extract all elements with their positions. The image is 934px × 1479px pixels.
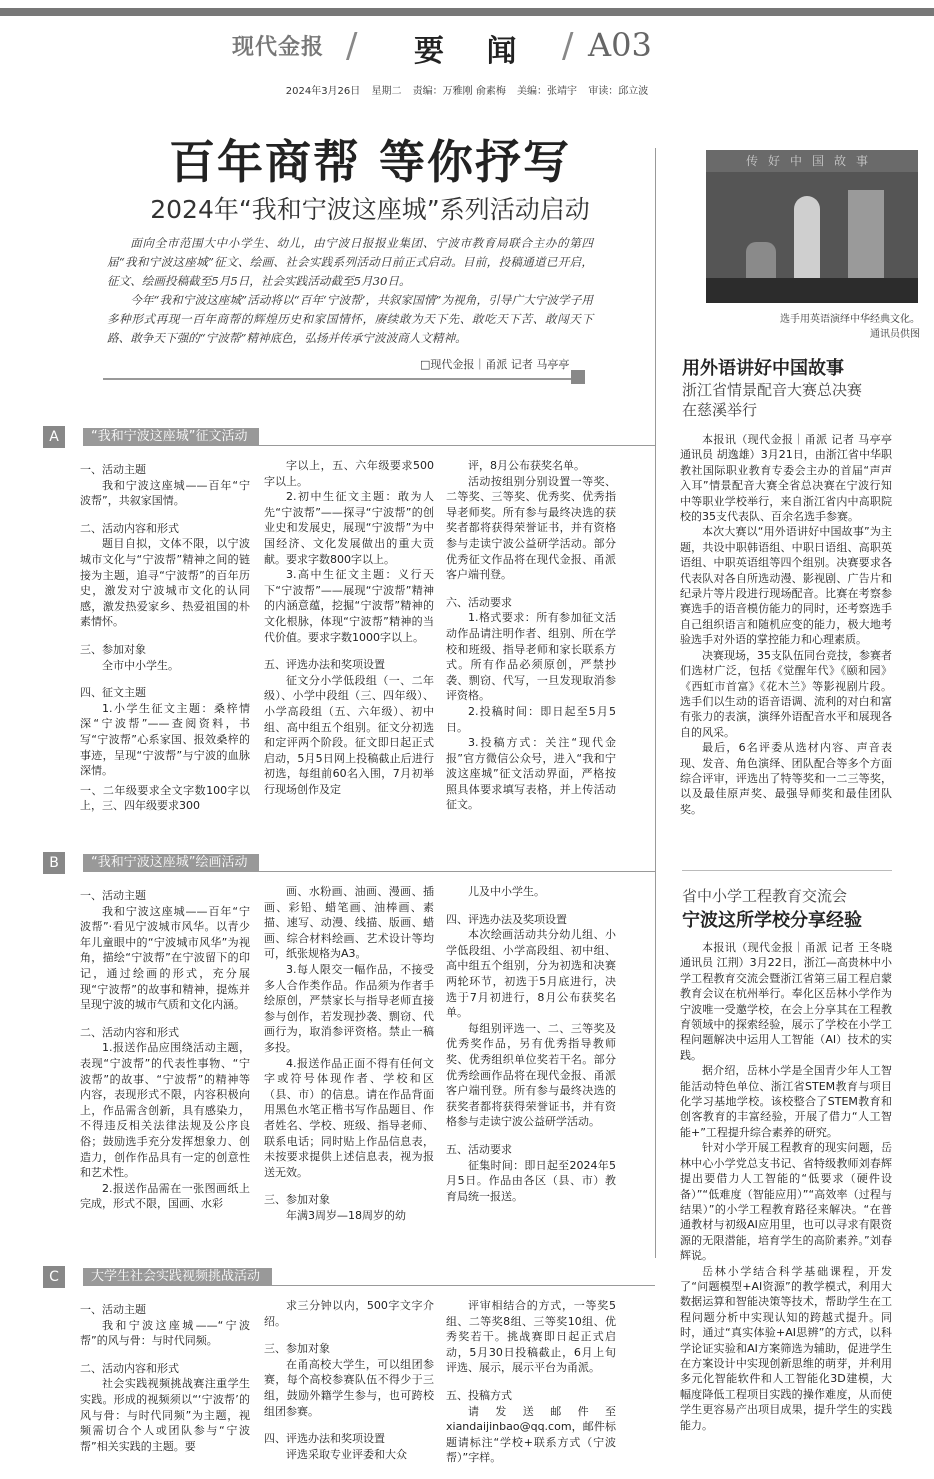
body-paragraph: 岳林小学结合科学基础课程，开发了“问题模型+AI资源”的教学模式，利用大数据运算和智能决策等技术，帮助学生在工程问题分析中实现认知的跨越式提升。同时，通过“真实体验+AI思辨”的方式，以科学论证实验和AI方案筛选为辅助，促进学生在方案设计中实现创新思维的萌芽，并利用多元化智能软件和人工智能化3D建模，大幅度降低工程项目实践的操作难度，从而使学生更容易产出项目成果，提升学生的实践能力。 [680,1264,892,1432]
subheading: 六、活动要求 [446,595,512,609]
photo-floor [706,278,918,303]
section-c-header [43,1266,643,1284]
section-a-col3 [446,458,616,813]
section-b-col3 [446,884,616,1204]
subheading: 五、投稿方式 [446,1388,512,1402]
section-c-col2 [264,1298,434,1462]
body-paragraph: 本次绘画活动共分幼儿组、小学低段组、小学高段组、初中组、高中组五个组别，分为初选和决赛两轮环节，初选于5月底进行，决选于7月初进行，8月公布获奖名单。 [446,928,616,1020]
slash-divider: / [562,26,574,66]
section-title: “我和宁波这座城”征文活动 [83,428,259,446]
issue-date: 2024年3月26日 [285,86,361,97]
body-paragraph: 1.报送作品应围绕活动主题，表现“宁波帮”的代表性事物、“宁波帮”的故事、“宁波帮”的精神等内容，表现形式不限，内容积极向上，作品需含创新，具有感染力，不得违反相关法律法规及公序良俗；鼓励选手充分发挥想象力、创造力，创作作品具有一定的创意性和艺术性。 [80,1041,250,1180]
column-divider [655,148,656,1258]
paragraph-gap [80,1013,250,1021]
lead-headline: 百年商帮 等你抒写 [168,135,571,189]
subheading: 一、活动主题 [80,463,146,476]
paragraph-gap [446,1376,616,1384]
subheading: 五、评选办法和奖项设置 [264,658,385,672]
masthead [0,26,934,70]
story1-body [680,432,892,817]
body-paragraph: 活动按组别分别设置一等奖、二等奖、三等奖、优秀奖、优秀指导老师奖。所有参与最终决选的获奖者都将获得荣誉证书，并有资格参与走读宁波公益研学活动。部分优秀征文作品将在现代金报、甬派客户端刊登。 [446,474,616,582]
body-paragraph: 征集时间：即日起至2024年5月5日。作品由各区（县、市）教育局统一报送。 [446,1158,616,1203]
paragraph-gap [80,1349,250,1357]
story2-kicker: 省中小学工程教育交流会 [682,887,848,905]
editor-credit: 责编：万雅刚 俞素梅 [412,86,506,97]
subheading: 三、参加对象 [80,642,146,656]
story1-headline-block [682,354,862,420]
body-paragraph: 社会实践视频挑战赛注重学生实践。形成的视频须以“‘宁波帮’的风与骨：与时代同频”为主题，视频需切合个人或团队参与“宁波帮”相关实践的主题。要 [80,1377,250,1453]
body-paragraph: 我和宁波这座城——“宁波帮”的风与骨：与时代同频。 [80,1318,250,1348]
subheading: 三、参加对象 [264,1342,330,1356]
paragraph-gap [446,583,616,591]
slash-divider: / [346,26,358,66]
body-paragraph: 画、水粉画、油画、漫画、插画、彩铅、蜡笔画、油棒画、素描、速写、动漫、线描、版画、蜡画、综合材料绘画、艺术设计等均可，纸张规格为A3。 [264,885,434,961]
page-number: A03 [588,26,652,64]
section-b-col1 [80,884,250,1212]
body-paragraph: 2.报送作品需在一张图画纸上完成，形式不限，国画、水彩 [80,1181,250,1211]
paragraph-gap [264,645,434,653]
body-paragraph: 全市中小学生。 [102,658,179,672]
subheading: 四、征文主题 [80,686,146,700]
body-paragraph: 本报讯（现代金报｜甬派 记者 马亭亭 通讯员 胡逸雄）3月21日，由浙江省中华职教社国际职业教育专委会主办的首届“声声入耳”情景配音大赛全省总决赛在宁波行知中等职业学校举行，来自浙江省内中高职院校的35支代表队、百余名选手参赛。 [680,433,892,524]
story2-headline-block [682,886,862,932]
section-a-header [43,426,643,444]
body-paragraph: 我和宁波这座城——百年“宁波帮”，共叙家国情。 [80,478,250,508]
body-paragraph: 我和宁波这座城——百年“宁波帮”·看见宁波城市风华。以青少年儿童眼中的“宁波城市风华”为视角，描绘“宁波帮”在宁波留下的印记，通过绘画的形式，充分展现“宁波帮”的故事和精神，提炼并呈现宁波的城市气质和文化内涵。 [80,904,250,1012]
body-paragraph: 3.投稿方式：关注“现代金报”官方微信公众号，进入“我和宁波这座城”征文活动界面，严格按照具体要求填写表格，并上传活动征文。 [446,736,616,812]
subheading: 二、活动内容和形式 [80,521,179,535]
section-letter: B [43,852,65,874]
section-b-col2 [264,884,434,1223]
top-rule [0,8,934,16]
lead-subheadline: 2024年“我和宁波这座城”系列活动启动 [150,195,590,224]
proofreader-credit: 审读：邱立波 [588,86,649,97]
body-paragraph: 题目自拟，文体不限，以宁波城市文化与“宁波帮”精神之间的链接为主题，追寻“宁波帮”的百年历史，激发对宁波城市文化的认同感，激发热爱家乡、热爱祖国的朴素情怀。 [80,537,250,629]
lead-paragraph: 今年“我和宁波这座城”活动将以“百年‘宁波帮’，共叙家国情”为视角，引导广大宁波学子用多种形式再现一百年商帮的辉煌历史和家国情怀，赓续敢为天下先、敢吃天下苦、敢闯天下路、敢争天下强的“宁波帮”精神底色，弘扬并传承宁波波商人文精神。 [107,293,593,345]
section-a-col1 [80,458,250,814]
story1-subtitle: 浙江省情景配音大赛总决赛 [682,381,863,399]
paragraph-gap [446,900,616,908]
body-paragraph: 本次大赛以“用外语讲好中国故事”为主题，共设中职韩语组、中职日语组、高职英语组、中职英语组等四个组别。决赛要求各代表队对各自所选动漫、影视剧、广告片和纪录片等片段进行现场配音。比赛在考察参赛选手的语音模仿能力的同时，还考察选手自己组织语言和随机应变的能力，极大地考验选手对外语的掌控能力和心理素质。 [680,525,892,647]
section-rule [83,871,655,872]
subheading: 一、活动主题 [80,889,146,902]
section-b-header [43,852,643,870]
designer-credit: 美编：张靖宇 [517,86,578,97]
body-paragraph: 3.每人限交一幅作品，不接受多人合作类作品。作品须为作者手绘原创，严禁家长与指导老师直接参与创作，若发现抄袭、剽窃、代画行为，取消参评资格。禁止一稿多投。 [264,962,434,1054]
paragraph-gap [264,1419,434,1427]
photo-banner-text: 传好中国故事 [706,150,918,172]
body-paragraph: 在甬高校大学生，可以组团参赛，每个高校参赛队伍不得少于三组，鼓励外籍学生参与，也可跨校组团参赛。 [264,1357,434,1418]
photo-caption [700,312,920,342]
subheading: 四、评选办法和奖项设置 [264,1432,385,1446]
subheading: 二、活动内容和形式 [80,1025,179,1039]
body-paragraph: 本报讯（现代金报｜甬派 记者 王冬晓 通讯员 江荆）3月22日，浙江—高贵林中小学工程教育交流会暨浙江省第三届工程启蒙教育会议在杭州举行。奉化区岳林小学作为宁波唯一受邀学校，在会上分享其在工程教育领域中的探索经验，展示了学校在小学工程问题解决中运用人工智能（AI）技术的实践。 [680,941,892,1062]
sidebar-divider [682,870,892,871]
lead-divider [103,378,583,384]
story1-title: 用外语讲好中国故事 [682,358,844,379]
section-c-col3 [446,1298,616,1466]
issue-meta [0,82,934,97]
divider-square [571,370,585,384]
body-paragraph: 求三分钟以内，500字文字介绍。 [264,1299,434,1328]
body-paragraph: 1.格式要求：所有参加征文活动作品请注明作者、组别、所在学校和班级、指导老师和家长联系方式。所有作品必须原创，严禁抄袭、剽窃、代写，一旦发现取消参评资格。 [446,611,616,703]
body-paragraph: 4.报送作品正面不得有任何文字或符号体现作者、学校和区（县、市）的信息。请在作品背面用黑色水笔正楷书写作品题目、作者姓名、学校、班级、指导老师、联系电话；同时贴上作品信息表，未按要求提供上述信息表，视为报送无效。 [264,1056,434,1179]
body-paragraph: 据介绍，岳林小学是全国青少年人工智能活动特色单位、浙江省STEM教育与项目化学习基地学校。该校整合了STEM教育和创客教育的丰富经验，开展了借力“人工智能+”工程提升综合素养的研究。 [680,1064,892,1139]
subheading: 二、活动内容和形式 [80,1361,179,1375]
body-paragraph: 评，8月公布获奖名单。 [468,459,585,472]
paragraph-gap [80,630,250,638]
body-paragraph: 2.投稿时间：即日起至5月5日。 [446,704,616,734]
body-paragraph: 1.小学生征文主题：桑梓情深“宁波帮”——查阅资料，书写“宁波帮”心系家国、报效桑梓的事迹，呈现“宁波帮”与宁波的血脉深情。 [80,701,250,778]
story2-title: 宁波这所学校分享经验 [682,910,862,931]
newspaper-brand: 现代金报 [232,35,325,60]
paragraph-gap [264,1329,434,1337]
story1-subtitle: 在慈溪举行 [682,401,758,419]
subheading: 一、二年级要求全文字数100字以上，三、四年级要求300 [80,783,250,813]
section-letter: C [43,1266,65,1288]
body-paragraph: 儿及中小学生。 [468,885,545,898]
body-paragraph: 请发送邮件至 xiandaijinbao@qq.com，邮件标题请标注“学校+联系方式（宁波帮）”字样。 [446,1404,616,1465]
body-paragraph: 年满3周岁—18周岁的幼 [286,1208,406,1222]
paragraph-gap [264,1180,434,1188]
section-a-col2 [264,458,434,797]
lead-paragraph: 面向全市范围大中小学生、幼儿，由宁波日报报业集团、宁波市教育局联合主办的第四届“我和宁波这座城”征文、绘画、社会实践系列活动日前正式启动。目前，投稿通道已开启，征文、绘画投稿截至5月5日，社会实践活动截至5月30日。 [107,236,593,288]
section-c-col1 [80,1298,250,1454]
body-paragraph: 字以上，五、六年级要求500字以上。 [264,459,434,488]
section-letter: A [43,426,65,448]
section-rule [83,445,655,446]
paragraph-gap [446,1130,616,1138]
subheading: 五、活动要求 [446,1142,512,1156]
photo-backdrop [848,190,884,280]
body-paragraph: 2.初中生征文主题：敢为人先“宁波帮”——探寻“宁波帮”的创业史和发展史，展现“宁波帮”为中国经济、文化发展做出的重大贡献。要求字数800字以上。 [264,490,434,566]
issue-weekday: 星期二 [371,86,402,97]
body-paragraph: 决赛现场，35支队伍同台竞技，参赛者们选材广泛，包括《觉醒年代》《颐和园》《西虹市首富》《花木兰》等影视剧片段。选手们以生动的语音语调、流利的对白和富有张力的表演，演绎外语配音水平和展现各自的风采。 [680,648,892,739]
performance-photo [706,150,918,303]
body-paragraph: 最后，6名评委从选材内容、声音表现、发音、角色演绎、团队配合等多个方面综合评审，评选出了特等奖和一二三等奖，以及最佳原声奖、最强导师奖和最佳团队奖。 [680,741,892,816]
lead-intro [107,234,593,348]
lead-byline: □现代金报｜甬派 记者 马亭亭 [420,358,570,371]
body-paragraph: 征文分小学低段组（一、二年级）、小学中段组（三、四年级）、小学高段组（五、六年级）、初中组、高中组五个组别。征文分初选和定评两个阶段。征文即日起正式启动，5月5日网上投稿截止后进行初选，每组前60名入围，7月初举行现场创作及定 [264,673,434,796]
body-paragraph: 针对小学开展工程教育的现实问题，岳林中心小学党总支书记、省特级教师刘春辉提出要借力人工智能的“低要求（硬件设备）”“低难度（智能应用）”“高效率（过程与结果）”的小学工程教育路径来解决。“在普通教材与初级AI应用里，也可以寻求有限资源的无限潜能，培育学生的高阶素养。”刘春辉说。 [680,1141,892,1263]
subheading: 一、活动主题 [80,1303,146,1316]
body-paragraph: 评审相结合的方式，一等奖5组、二等奖8组、三等奖10组、优秀奖若干。挑战赛即日起正式启动，5月30日投稿截止，6月上旬评选、展示，展示平台为甬派。 [446,1299,616,1375]
paragraph-gap [80,673,250,681]
section-title: 大学生社会实践视频挑战活动 [83,1268,272,1286]
subheading: 三、参加对象 [264,1193,330,1207]
paragraph-gap [80,509,250,517]
caption-text: 选手用英语演绎中华经典文化。 [780,314,920,325]
body-paragraph: 3.高中生征文主题：义行天下“宁波帮”——展现“宁波帮”精神的内涵意蕴，挖掘“宁波帮”精神的文化根脉，体现“宁波帮”精神的当代价值。要求字数1000字以上。 [264,568,434,644]
section-title: 要 闻 [414,34,533,69]
story2-body [680,940,892,1433]
section-title: “我和宁波这座城”绘画活动 [83,854,259,872]
caption-credit: 通讯员供图 [870,329,920,340]
subheading: 四、评选办法及奖项设置 [446,912,567,926]
body-paragraph: 评选采取专业评委和大众 [286,1447,407,1461]
section-rule [83,1285,655,1286]
body-paragraph: 每组别评选一、二、三等奖及优秀奖作品，另有优秀指导教师奖、优秀组织单位奖若干名。部分优秀绘画作品将在现代金报、甬派客户端刊登。所有参与最终决选的获奖者都将获得荣誉证书，并有资格参与走读宁波公益研学活动。 [446,1021,616,1129]
